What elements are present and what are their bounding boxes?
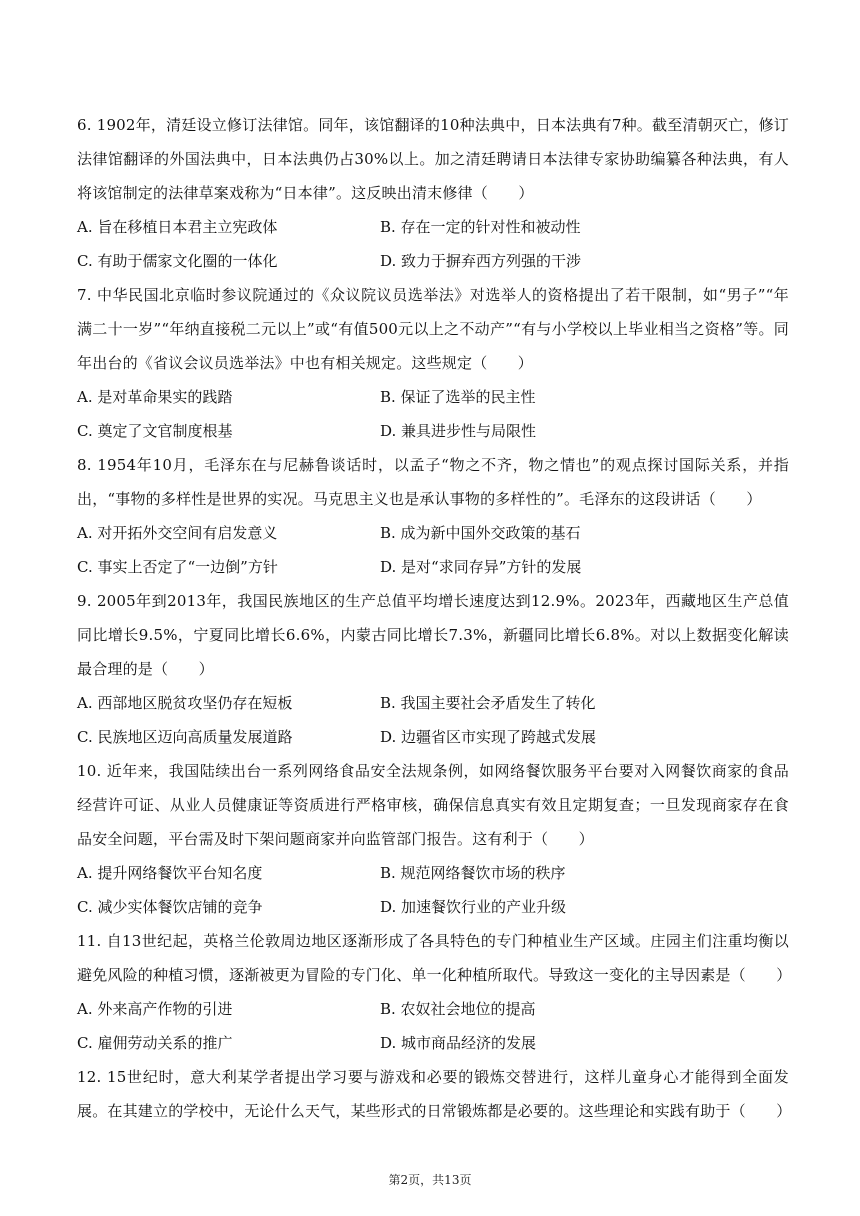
options-row xyxy=(77,516,789,550)
question-text: 10. 近年来，我国陆续出台一系列网络食品安全法规条例，如网络餐饮服务平台要对入网餐饮商家的食品经营许可证、从业人员健康证等资质进行严格审核，确保信息真实有效且定期复查；一旦发现商家存在食品安全问题，平台需及时下架问题商家并向监管部门报告。这有利于（ ） xyxy=(77,762,789,848)
option-c: C. 减少实体餐饮店铺的竞争 xyxy=(77,898,263,916)
option-d: D. 致力于摒弃西方列强的干涉 xyxy=(380,252,582,270)
options-row xyxy=(77,720,789,754)
options-row xyxy=(77,244,789,278)
question-text: 8. 1954年10月，毛泽东在与尼赫鲁谈话时，以孟子“物之不齐，物之情也”的观点探讨国际关系，并指出，“事物的多样性是世界的实况。马克思主义也是承认事物的多样性的”。毛泽东的这段讲话（ ） xyxy=(77,456,789,508)
option-c: C. 事实上否定了“一边倒”方针 xyxy=(77,558,278,576)
option-a: A. 旨在移植日本君主立宪政体 xyxy=(77,218,278,236)
question-12 xyxy=(77,1060,792,1128)
question-10 xyxy=(77,754,789,924)
options-row xyxy=(77,856,789,890)
options-row xyxy=(77,1026,789,1060)
question-text: 7. 中华民国北京临时参议院通过的《众议院议员选举法》对选举人的资格提出了若干限制，如“男子”“年满二十一岁”“年纳直接税二元以上”或“有值500元以上之不动产”“有与小学校以上毕业相当之资格”等。同年出台的《省议会议员选举法》中也有相关规定。这些规定（ ） xyxy=(77,286,789,372)
option-a: A. 西部地区脱贫攻坚仍存在短板 xyxy=(77,694,293,712)
page-footer: 第2页，共13页 xyxy=(388,1173,472,1187)
option-d: D. 是对“求同存异”方针的发展 xyxy=(380,558,582,576)
options-row xyxy=(77,890,789,924)
question-7 xyxy=(77,278,789,448)
option-a: A. 是对革命果实的践踏 xyxy=(77,388,233,406)
question-text: 9. 2005年到2013年，我国民族地区的生产总值平均增长速度达到12.9%。2023年，西藏地区生产总值同比增长9.5%，宁夏同比增长6.6%，内蒙古同比增长7.3%，新疆同比增长6.8%。对以上数据变化解读最合理的是（ ） xyxy=(77,592,789,678)
question-11 xyxy=(77,924,792,1060)
option-d: D. 边疆省区市实现了跨越式发展 xyxy=(380,728,597,746)
option-a: A. 外来高产作物的引进 xyxy=(77,1000,233,1018)
option-d: D. 城市商品经济的发展 xyxy=(380,1034,537,1052)
options-row xyxy=(77,414,789,448)
options-row xyxy=(77,686,789,720)
option-b: B. 农奴社会地位的提高 xyxy=(380,1000,536,1018)
question-9 xyxy=(77,584,789,754)
option-b: B. 存在一定的针对性和被动性 xyxy=(380,218,581,236)
option-a: A. 对开拓外交空间有启发意义 xyxy=(77,524,278,542)
option-b: B. 我国主要社会矛盾发生了转化 xyxy=(380,694,596,712)
question-text: 6. 1902年，清廷设立修订法律馆。同年，该馆翻译的10种法典中，日本法典有7种。截至清朝灭亡，修订法律馆翻译的外国法典中，日本法典仍占30%以上。加之清廷聘请日本法律专家协助编纂各种法典，有人将该馆制定的法律草案戏称为“日本律”。这反映出清末修律（ ） xyxy=(77,116,789,202)
question-text: 12. 15世纪时，意大利某学者提出学习要与游戏和必要的锻炼交替进行，这样儿童身心才能得到全面发展。在其建立的学校中，无论什么天气，某些形式的日常锻炼都是必要的。这些理论和实践有助于（ ） xyxy=(77,1068,792,1120)
option-c: C. 民族地区迈向高质量发展道路 xyxy=(77,728,293,746)
question-8 xyxy=(77,448,789,584)
options-row xyxy=(77,210,789,244)
option-c: C. 有助于儒家文化圈的一体化 xyxy=(77,252,278,270)
option-a: A. 提升网络餐饮平台知名度 xyxy=(77,864,263,882)
option-c: C. 雇佣劳动关系的推广 xyxy=(77,1034,233,1052)
options-row xyxy=(77,380,789,414)
option-c: C. 奠定了文官制度根基 xyxy=(77,422,233,440)
option-b: B. 成为新中国外交政策的基石 xyxy=(380,524,581,542)
options-row xyxy=(77,550,789,584)
questions-area xyxy=(77,108,792,1128)
option-b: B. 保证了选举的民主性 xyxy=(380,388,536,406)
options-row xyxy=(77,992,789,1026)
option-d: D. 兼具进步性与局限性 xyxy=(380,422,537,440)
question-text: 11. 自13世纪起，英格兰伦敦周边地区逐渐形成了各具特色的专门种植业生产区域。庄园主们注重均衡以避免风险的种植习惯，逐渐被更为冒险的专门化、单一化种植所取代。导致这一变化的主导因素是（ ） xyxy=(77,932,792,984)
question-6 xyxy=(77,108,789,278)
option-b: B. 规范网络餐饮市场的秩序 xyxy=(380,864,566,882)
option-d: D. 加速餐饮行业的产业升级 xyxy=(380,898,567,916)
